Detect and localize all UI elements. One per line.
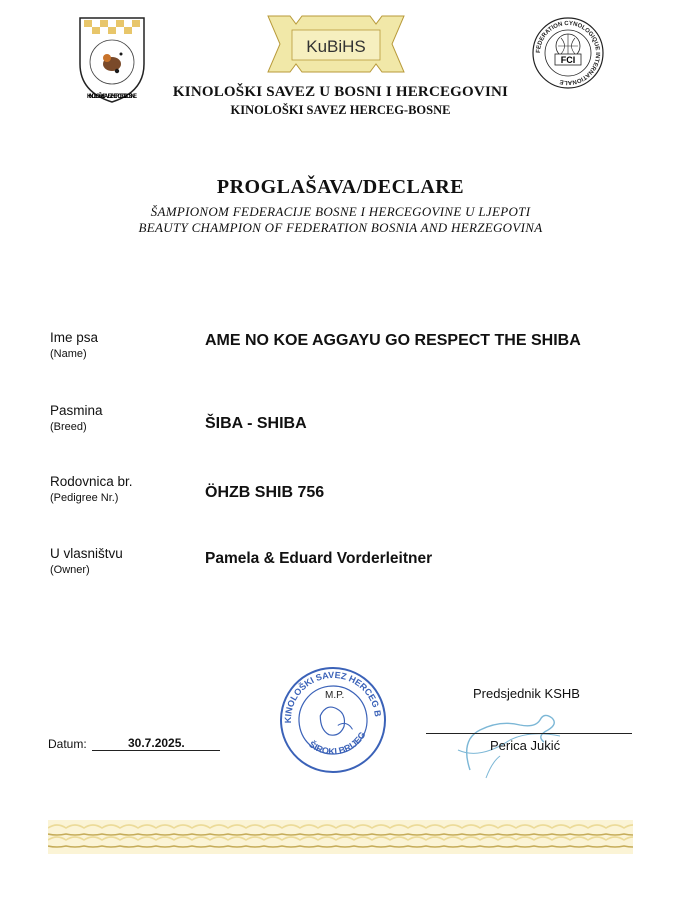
fci-label: FCI [560,55,576,65]
datum-value: 30.7.2025. [128,736,185,750]
pedigree-label: Rodovnica br. [50,474,133,489]
org-name: KINOLOŠKI SAVEZ U BOSNI I HERCEGOVINI [172,84,509,100]
pedigree-value: ÖHZB SHIB 756 [205,484,325,501]
breed-label: Pasmina [50,403,103,418]
signature-line [426,733,632,734]
datum-label: Datum: [48,737,87,751]
stamp-center-text: M.P. [325,690,345,701]
name-label: Ime psa [50,330,99,345]
breed-label-en: (Breed) [50,421,87,433]
name-value: AME NO KOE AGGAYU GO RESPECT THE SHIBA [205,332,581,349]
name-label-en: (Name) [50,348,87,360]
pedigree-label-en: (Pedigree Nr.) [50,492,119,504]
left-logo-text: KINOLOŠKI SAVEZ HERCEG - BOSNE [87,94,137,100]
declare-title: PROGLAŠAVA/DECLARE [216,176,465,198]
official-stamp [277,664,389,776]
owner-value: Pamela & Eduard Vorderleitner [205,550,433,567]
fci-logo [531,16,605,90]
president-name: Perica Jukić [490,738,561,753]
president-title: Predsjednik KSHB [473,686,580,701]
org-name-secondary: KINOLOŠKI SAVEZ HERCEG-BOSNE [230,103,451,117]
decorative-wave-border [48,820,633,854]
fci-ring-text: FEDERATION CYNOLOGIQUE INTERNATIONALE [535,20,601,86]
kubihs-logo [266,14,406,80]
owner-label: U vlasništvu [50,546,123,561]
title-subtitle-bs: ŠAMPIONOM FEDERACIJE BOSNE I HERCEGOVINE U LJEPOTI [150,204,531,219]
breed-value: ŠIBA - SHIBA [205,415,307,432]
stamp-ring-text: KINOLOŠKI SAVEZ HERCEG BOSNE [282,669,383,724]
owner-label-en: (Owner) [50,564,90,576]
datum-line [92,750,220,751]
title-subtitle-en: BEAUTY CHAMPION OF FEDERATION BOSNIA AND HERZEGOVINA [138,220,543,235]
stamp-bottom-text: ŠIROKI BRIJEG [307,729,368,757]
center-logo-text: KuBiHS [306,37,366,56]
